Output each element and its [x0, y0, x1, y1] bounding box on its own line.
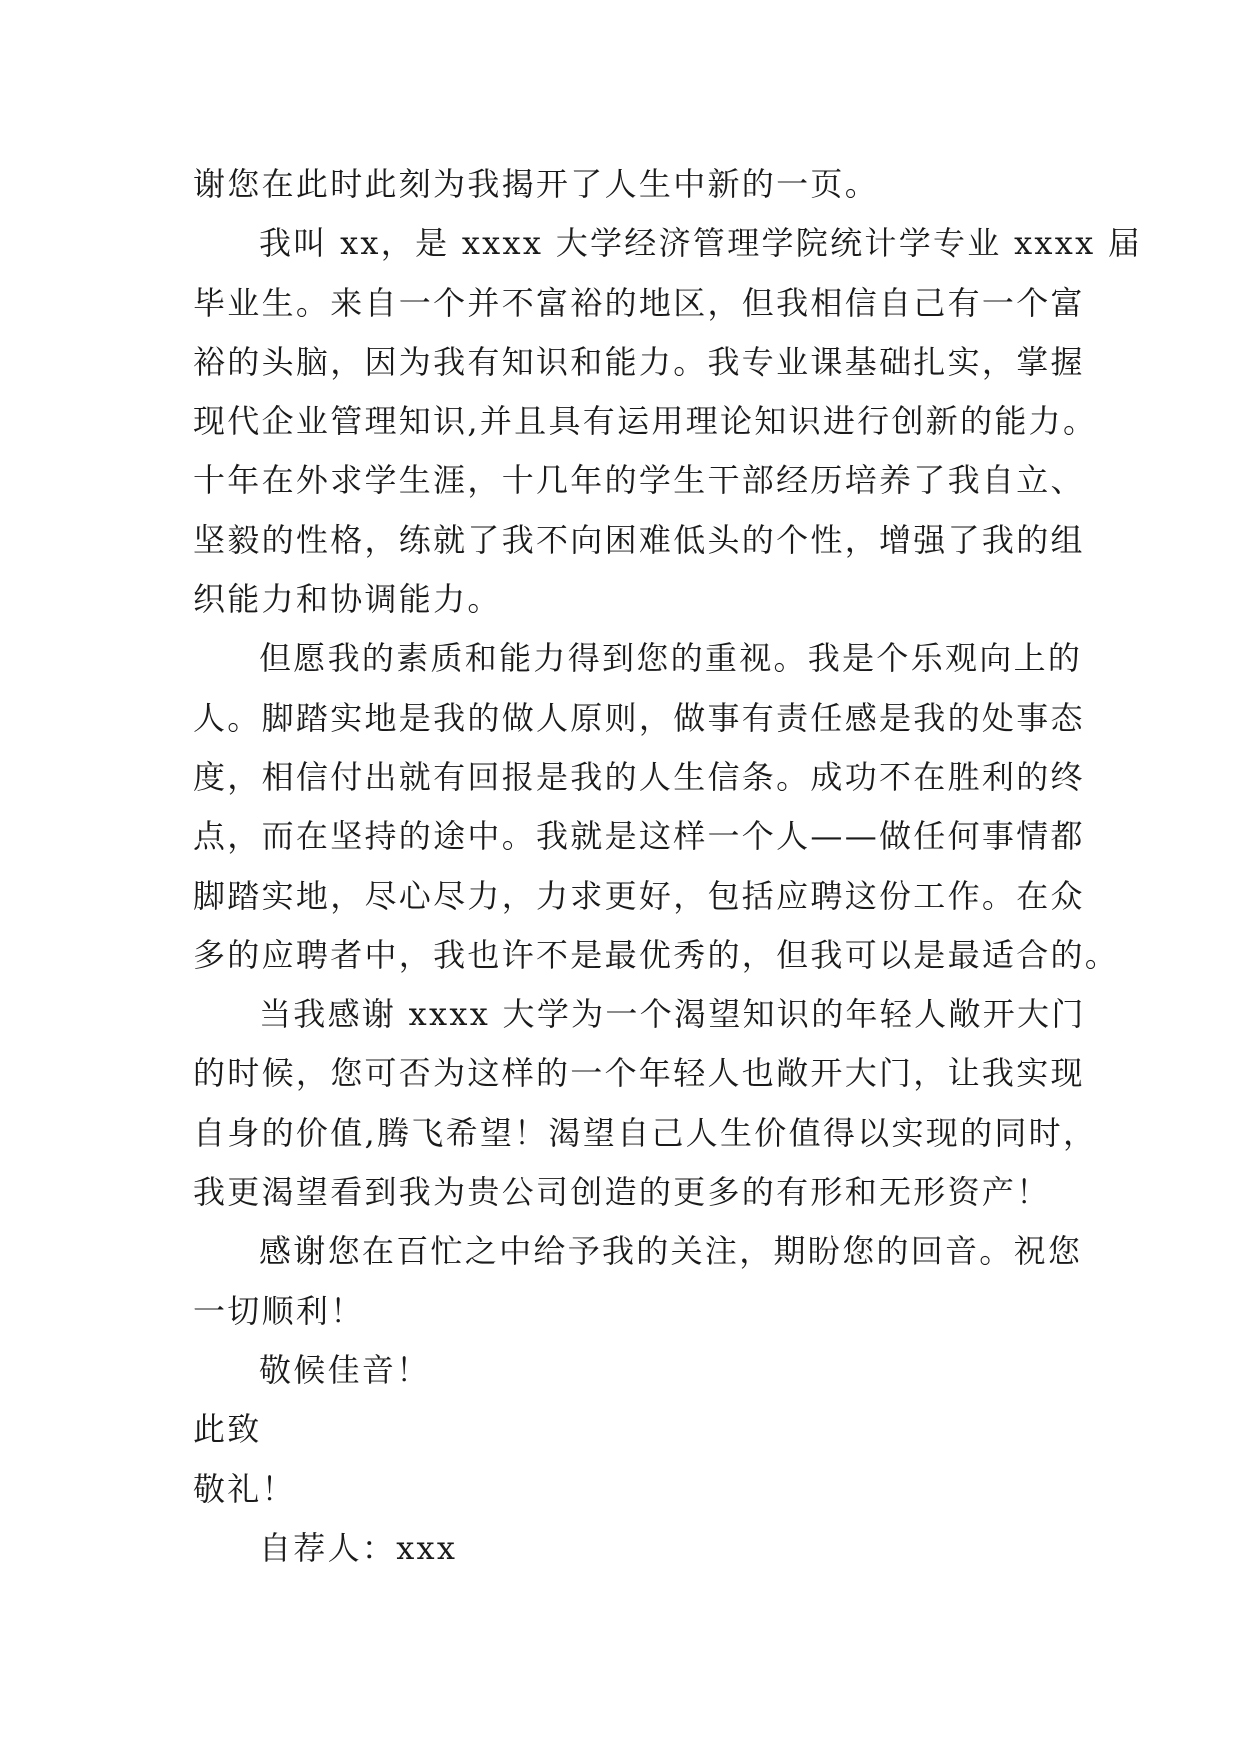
letter-line: 点，而在坚持的途中。我就是这样一个人——做任何事情都 — [193, 817, 1085, 856]
letter-line: 坚毅的性格，练就了我不向困难低头的个性，增强了我的组 — [193, 520, 1085, 559]
letter-line: 自身的价值,腾飞希望！渴望自己人生价值得以实现的同时， — [193, 1113, 1098, 1152]
closing-wish: 敬候佳音！ — [259, 1350, 431, 1389]
letter-line: 谢您在此时此刻为我揭开了人生中新的一页。 — [193, 165, 880, 203]
letter-line: 十年在外求学生涯，十几年的学生干部经历培养了我自立、 — [193, 461, 1085, 500]
letter-line: 我叫 xx，是 xxxx 大学经济管理学院统计学专业 xxxx 届 — [259, 224, 1143, 263]
letter-body — [193, 155, 1143, 1578]
letter-line: 脚踏实地，尽心尽力，力求更好，包括应聘这份工作。在众 — [193, 876, 1085, 915]
letter-line: 当我感谢 xxxx 大学为一个渴望知识的年轻人敞开大门 — [259, 995, 1086, 1034]
letter-line: 织能力和协调能力。 — [193, 580, 502, 619]
letter-line: 多的应聘者中，我也许不是最优秀的，但我可以是最适合的。 — [193, 935, 1120, 974]
letter-line: 一切顺利！ — [193, 1291, 365, 1330]
letter-line: 人。脚踏实地是我的做人原则，做事有责任感是我的处事态 — [193, 698, 1085, 737]
closing-salutation: 此致 — [193, 1410, 262, 1449]
letter-line: 裕的头脑，因为我有知识和能力。我专业课基础扎实，掌握 — [193, 342, 1085, 381]
letter-line: 现代企业管理知识,并且具有运用理论知识进行创新的能力。 — [193, 402, 1098, 441]
letter-line: 感谢您在百忙之中给予我的关注，期盼您的回音。祝您 — [259, 1232, 1083, 1271]
closing-salutation-2: 敬礼！ — [193, 1469, 296, 1508]
letter-line: 我更渴望看到我为贵公司创造的更多的有形和无形资产！ — [193, 1173, 1051, 1212]
letter-line: 度，相信付出就有回报是我的人生信条。成功不在胜利的终 — [193, 757, 1085, 796]
letter-line: 的时候，您可否为这样的一个年轻人也敞开大门，让我实现 — [193, 1054, 1085, 1093]
letter-line: 但愿我的素质和能力得到您的重视。我是个乐观向上的 — [259, 639, 1083, 678]
signature: 自荐人：xxx — [259, 1528, 458, 1567]
letter-line: 毕业生。来自一个并不富裕的地区，但我相信自己有一个富 — [193, 283, 1085, 322]
